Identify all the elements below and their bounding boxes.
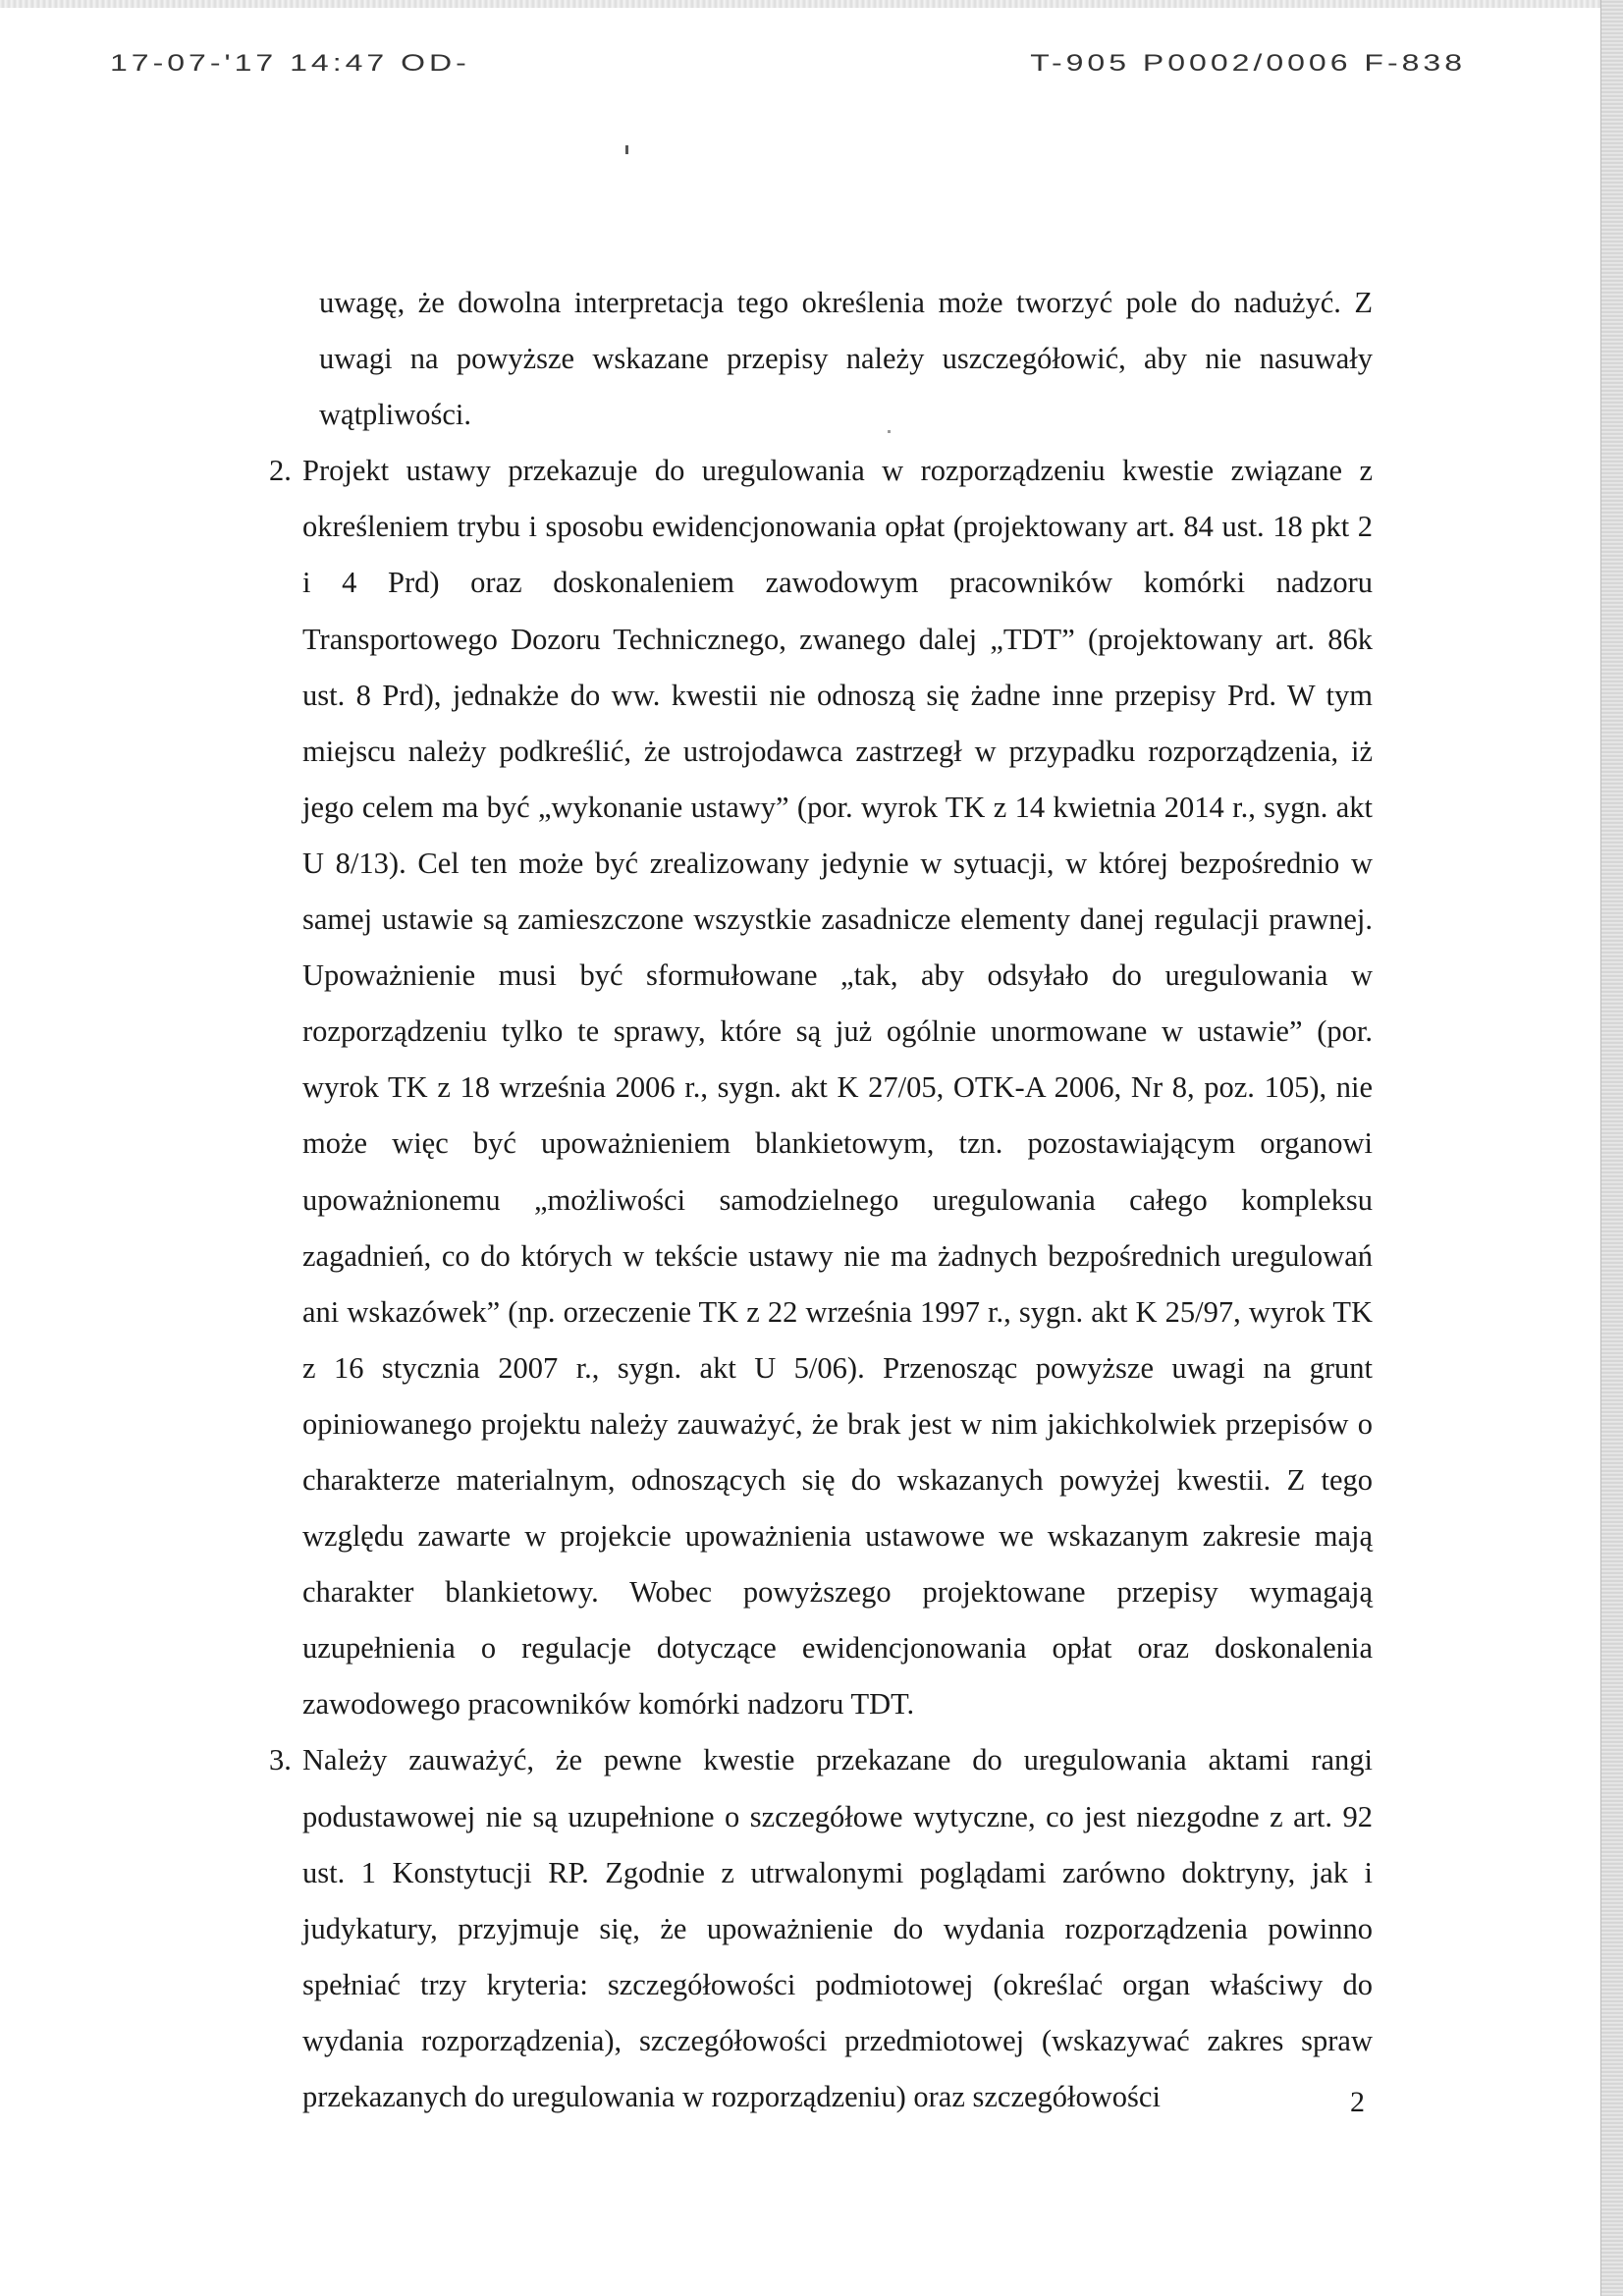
- list-item-number: 2.: [269, 454, 292, 488]
- list-item-text: Projekt ustawy przekazuje do uregulowania w rozporządzeniu kwestie związane z określeniem trybu i sposobu ewidencjonowania opłat (projektowany art. 84 ust. 18 pkt 2 i 4 Prd) oraz doskonaleniem zawodowym pracowników komórki nadzoru Transportowego Dozoru Technicznego, zwanego dalej „TDT” (projektowany art. 86k ust. 8 Prd), jednakże do ww. kwestii nie odnoszą się żadne inne przepisy Prd. W tym miejscu należy podkreślić, że ustrojodawca zastrzegł w przypadku rozporządzenia, iż jego celem ma być „wykonanie ustawy” (por. wyrok TK z 14 kwietnia 2014 r., sygn. akt U 8/13). Cel ten może być zrealizowany jedynie w sytuacji, w której bezpośrednio w samej ustawie są zamieszczone wszystkie zasadnicze elementy danej regulacji prawnej. Upoważnienie musi być sformułowane „tak, aby odsyłało do uregulowania w rozporządzeniu tylko te sprawy, które są już ogólnie unormowane w ustawie” (por. wyrok TK z 18 września 2006 r., sygn. akt K 27/05, OTK-A 2006, Nr 8, poz. 105), nie może więc być upoważnieniem blankietowym, tzn. pozostawiającym organowi upoważnionemu „możliwości samodzielnego uregulowania całego kompleksu zagadnień, co do których w tekście ustawy nie ma żadnych bezpośrednich uregulowań ani wskazówek” (np. orzeczenie TK z 22 września 1997 r., sygn. akt K 25/97, wyrok TK z 16 stycznia 2007 r., sygn. akt U 5/06). Przenosząc powyższe uwagi na grunt opiniowanego projektu należy zauważyć, że brak jest w nim jakichkolwiek przepisów o charakterze materialnym, odnoszących się do wskazanych powyżej kwestii. Z tego względu zawarte w projekcie upoważnienia ustawowe we wskazanym zakresie mają charakter blankietowy. Wobec powyższego projektowane przepisy wymagają uzupełnienia o regulacje dotyczące ewidencjonowania opłat oraz doskonalenia zawodowego pracowników komórki nadzoru TDT.: [302, 454, 1373, 1722]
- intro-paragraph: uwagę, że dowolna interpretacja tego określenia może tworzyć pole do nadużyć. Z uwagi na powyższe wskazane przepisy należy uszczegółowić, aby nie nasuwały wątpliwości.: [319, 286, 1373, 432]
- list-item-2: [269, 443, 1373, 1732]
- scan-right-edge: [1600, 0, 1623, 2296]
- scan-top-edge: [0, 0, 1623, 8]
- fax-header-right: T-905 P0002/0006 F-838: [1030, 49, 1466, 76]
- list-item-text: Należy zauważyć, że pewne kwestie przekazane do uregulowania aktami rangi podustawowej nie są uzupełnione o szczegółowe wytyczne, co jest niezgodne z art. 92 ust. 1 Konstytucji RP. Zgodnie z utrwalonymi poglądami zarówno doktryny, jak i judykatury, przyjmuje się, że upoważnienie do wydania rozporządzenia powinno spełniać trzy kryteria: szczegółowości podmiotowej (określać organ właściwy do wydania rozporządzenia), szczegółowości przedmiotowej (wskazywać zakres spraw przekazanych do uregulowania w rozporządzeniu) oraz szczegółowości: [302, 1743, 1373, 2113]
- fax-header-left: 17-07-'17 14:47 OD-: [110, 49, 470, 76]
- list-item-3: [269, 1732, 1373, 2125]
- scan-speck: [625, 145, 628, 154]
- page-number: 2: [1350, 2086, 1365, 2118]
- document-body: [269, 275, 1373, 2125]
- list-item-number: 3.: [269, 1743, 292, 1777]
